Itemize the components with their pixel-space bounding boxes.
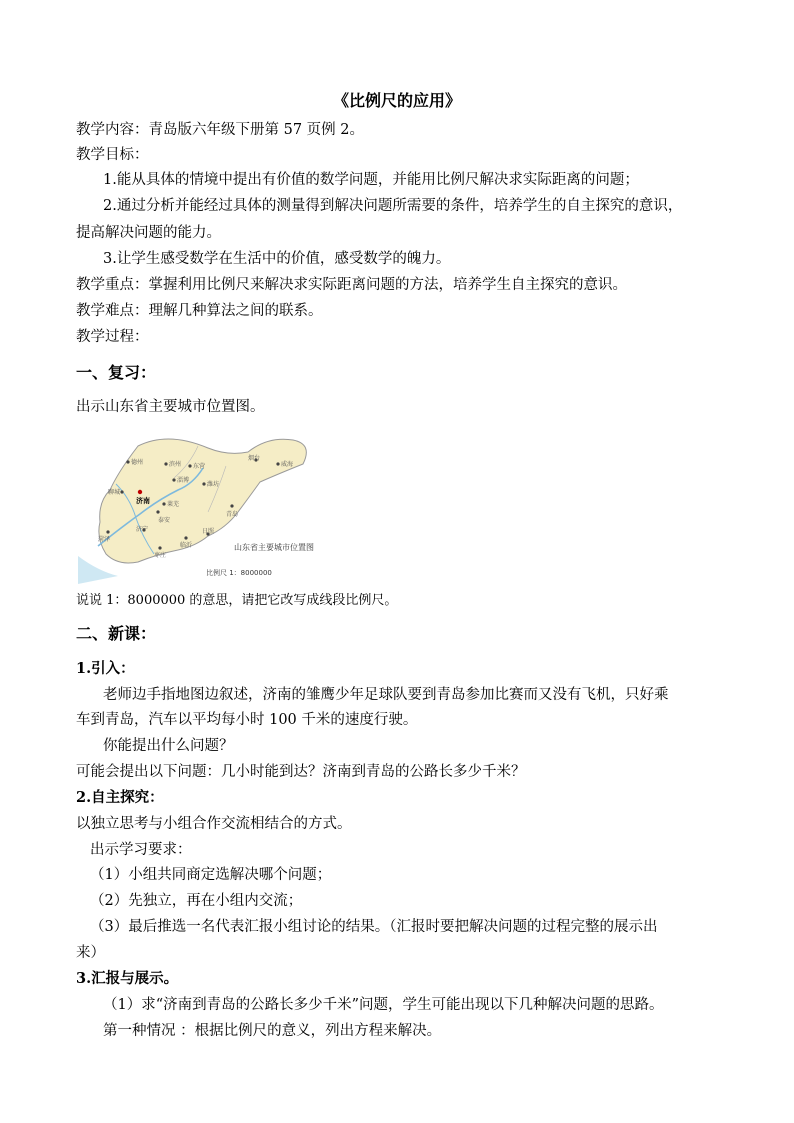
city-label: 菏泽 bbox=[98, 536, 111, 543]
goal-2-line-1: 2.通过分析并能经过具体的测量得到解决问题所需要的条件，培养学生的自主探究的意识， bbox=[103, 198, 683, 214]
explore-requirements-label: 出示学习要求： bbox=[90, 842, 192, 858]
requirement-3-line-1: （3）最后推选一名代表汇报小组讨论的结果。（汇报时要把解决问题的过程完整的展示出 bbox=[90, 919, 658, 935]
city-label: 济宁 bbox=[136, 526, 149, 533]
review-intro: 出示山东省主要城市位置图。 bbox=[76, 399, 265, 415]
report-paragraph-1: （1）求“济南到青岛的公路长多少千米”问题，学生可能出现以下几种解决问题的思路。 bbox=[103, 997, 664, 1013]
goal-3: 3.让学生感受数学在生活中的价值，感受数学的魄力。 bbox=[103, 251, 451, 267]
report-label: 3.汇报与展示。 bbox=[76, 970, 179, 987]
shandong-map bbox=[78, 426, 340, 584]
goal-2-line-2: 提高解决问题的能力。 bbox=[76, 225, 221, 241]
review-question: 说说 1：8000000 的意思，请把它改写成线段比例尺。 bbox=[76, 593, 398, 608]
city-label: 淄博 bbox=[177, 477, 190, 484]
city-label: 聊城 bbox=[108, 489, 121, 496]
intro-paragraph-line-1: 老师边手指地图边叙述，济南的雏鹰少年足球队要到青岛参加比赛而又没有飞机，只好乘 bbox=[103, 687, 669, 703]
city-label: 烟台 bbox=[248, 455, 261, 462]
map-caption: 山东省主要城市位置图 bbox=[234, 543, 314, 552]
process-label: 教学过程： bbox=[76, 329, 149, 345]
city-label: 济南 bbox=[136, 497, 150, 505]
city-label: 临沂 bbox=[180, 542, 193, 549]
city-label: 东营 bbox=[193, 463, 206, 470]
map-graphic bbox=[78, 426, 340, 584]
key-point: 教学重点：掌握利用比例尺来解决求实际距离问题的方法，培养学生自主探究的意识。 bbox=[76, 277, 627, 293]
goal-1: 1.能从具体的情境中提出有价值的数学问题，并能用比例尺解决求实际距离的问题； bbox=[103, 172, 639, 188]
city-label: 潍坊 bbox=[207, 481, 220, 488]
city-label: 德州 bbox=[131, 459, 144, 466]
city-label: 威海 bbox=[281, 461, 294, 468]
city-label: 泰安 bbox=[158, 517, 171, 524]
intro-label: 1.引入： bbox=[76, 660, 135, 677]
requirement-1: （1）小组共同商定选解决哪个问题； bbox=[90, 867, 332, 883]
section-review-heading: 一、复习： bbox=[76, 363, 157, 382]
teaching-content: 教学内容：青岛版六年级下册第 57 页例 2。 bbox=[76, 122, 365, 138]
requirement-2: （2）先独立，再在小组内交流； bbox=[90, 893, 303, 909]
report-paragraph-2: 第一种情况 ：根据比例尺的意义，列出方程来解决。 bbox=[103, 1023, 442, 1039]
intro-question: 你能提出什么问题？ bbox=[103, 738, 234, 754]
city-label: 枣庄 bbox=[154, 552, 167, 559]
section-new-lesson-heading: 二、新课： bbox=[76, 624, 157, 643]
page-title: 《比例尺的应用》 bbox=[332, 91, 461, 110]
explore-label: 2.自主探究： bbox=[76, 789, 164, 806]
map-scale: 比例尺 1：8000000 bbox=[206, 569, 272, 577]
explore-method: 以独立思考与小组合作交流相结合的方式。 bbox=[76, 816, 352, 832]
teaching-goals-label: 教学目标： bbox=[76, 147, 149, 163]
intro-possible-questions: 可能会提出以下问题：几小时能到达？济南到青岛的公路长多少千米？ bbox=[76, 764, 526, 780]
difficulty: 教学难点：理解几种算法之间的联系。 bbox=[76, 303, 323, 319]
requirement-3-line-2: 来） bbox=[76, 945, 105, 961]
city-label: 莱芜 bbox=[167, 501, 180, 508]
intro-paragraph-line-2: 车到青岛，汽车以平均每小时 100 千米的速度行驶。 bbox=[76, 712, 418, 728]
city-label: 青岛 bbox=[226, 511, 239, 518]
city-label: 日照 bbox=[202, 528, 215, 535]
city-label: 滨州 bbox=[169, 461, 182, 468]
